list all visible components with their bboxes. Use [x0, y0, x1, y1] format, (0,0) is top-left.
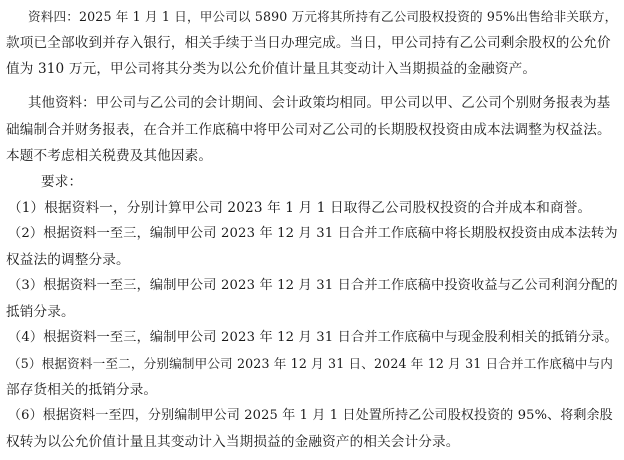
requirements-heading: 要求：	[41, 174, 83, 190]
requirement-1-line-1: （1）根据资料一，分别计算甲公司 2023 年 1 月 1 日取得乙公司股权投资的合并成本和商誉。	[8, 200, 592, 216]
material4-line-3: 值为 310 万元，甲公司将其分类为以公允价值计量且其变动计入当期损益的金融资产。	[6, 61, 537, 77]
other-info-line-3: 本题不考虑相关税费及其他因素。	[6, 148, 213, 164]
requirement-3-line-2: 抵销分录。	[6, 304, 75, 320]
requirement-5-line-1: （5）根据资料一至二，分别编制甲公司 2023 年 12 月 31 日、2024 年 12 月 31 日合并工作底稿中与内	[8, 356, 613, 371]
other-info-line-1: 其他资料：甲公司与乙公司的会计期间、会计政策均相同。甲公司以甲、乙公司个别财务报表为基	[28, 96, 611, 111]
requirement-6-line-1: （6）根据资料一至四，分别编制甲公司 2025 年 1 月 1 日处置所持乙公司股权投资的 95%、将剩余股	[8, 408, 613, 423]
requirement-4-line-1: （4）根据资料一至三，编制甲公司 2023 年 12 月 31 日合并工作底稿中与现金股利相关的抵销分录。	[8, 330, 618, 345]
material4-line-1: 资料四：2025 年 1 月 1 日，甲公司以 5890 万元将其所持有乙公司股权投资的 95%出售给非关联方，	[28, 9, 618, 24]
requirement-5-line-2: 部存货相关的抵销分录。	[6, 382, 158, 398]
material4-line-2: 款项已全部收到并存入银行，相关手续于当日办理完成。当日，甲公司持有乙公司剩余股权的公允价	[6, 35, 611, 51]
requirement-2-line-2: 权益法的调整分录。	[6, 252, 130, 268]
other-info-line-2: 础编制合并财务报表，在合并工作底稿中将甲公司对乙公司的长期股权投资由成本法调整为权益法。	[6, 122, 611, 138]
requirement-6-line-2: 权转为以公允价值计量且其变动计入当期损益的金融资产的相关会计分录。	[6, 434, 460, 450]
requirement-2-line-1: （2）根据资料一至三，编制甲公司 2023 年 12 月 31 日合并工作底稿中将长期股权投资由成本法转为	[8, 226, 618, 241]
requirement-3-line-1: （3）根据资料一至三，编制甲公司 2023 年 12 月 31 日合并工作底稿中投资收益与乙公司利润分配的	[8, 278, 618, 293]
